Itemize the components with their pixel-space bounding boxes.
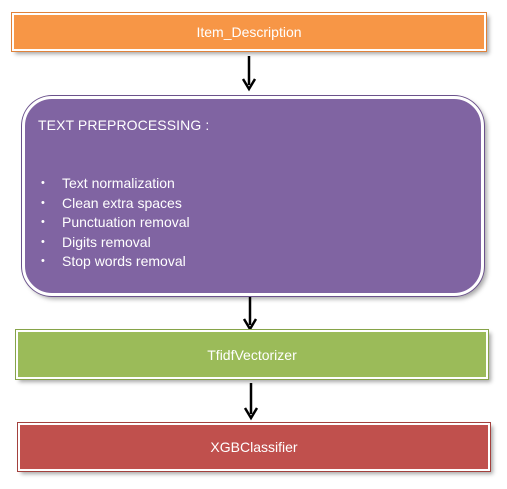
bullet-icon: • [41, 216, 45, 229]
arrow-down-icon [242, 297, 258, 331]
list-item [41, 213, 481, 233]
vectorizer-label: TfidfVectorizer [207, 346, 297, 363]
list-item [41, 233, 481, 253]
preprocessing-node [22, 96, 484, 296]
step-label: Punctuation removal [62, 214, 190, 231]
bullet-icon: • [41, 235, 45, 248]
step-label: Digits removal [62, 233, 151, 250]
preprocessing-title: TEXT PREPROCESSING : [38, 117, 210, 133]
arrow-down-icon [241, 56, 257, 92]
arrow-down-icon [243, 383, 259, 421]
preprocessing-steps-list [38, 174, 481, 272]
bullet-icon: • [41, 255, 45, 268]
bullet-icon: • [41, 177, 45, 189]
input-node-label: Item_Description [196, 24, 302, 40]
list-item [41, 194, 481, 214]
classifier-label: XGBClassifier [210, 439, 298, 455]
classifier-node [18, 423, 490, 471]
step-label: Clean extra spaces [62, 194, 182, 211]
vectorizer-node [16, 330, 488, 379]
input-node-item-description [12, 13, 486, 51]
list-item [41, 174, 481, 194]
bullet-icon: • [41, 196, 45, 209]
list-item [41, 252, 481, 272]
step-label: Stop words removal [62, 253, 186, 270]
step-label: Text normalization [62, 175, 175, 191]
